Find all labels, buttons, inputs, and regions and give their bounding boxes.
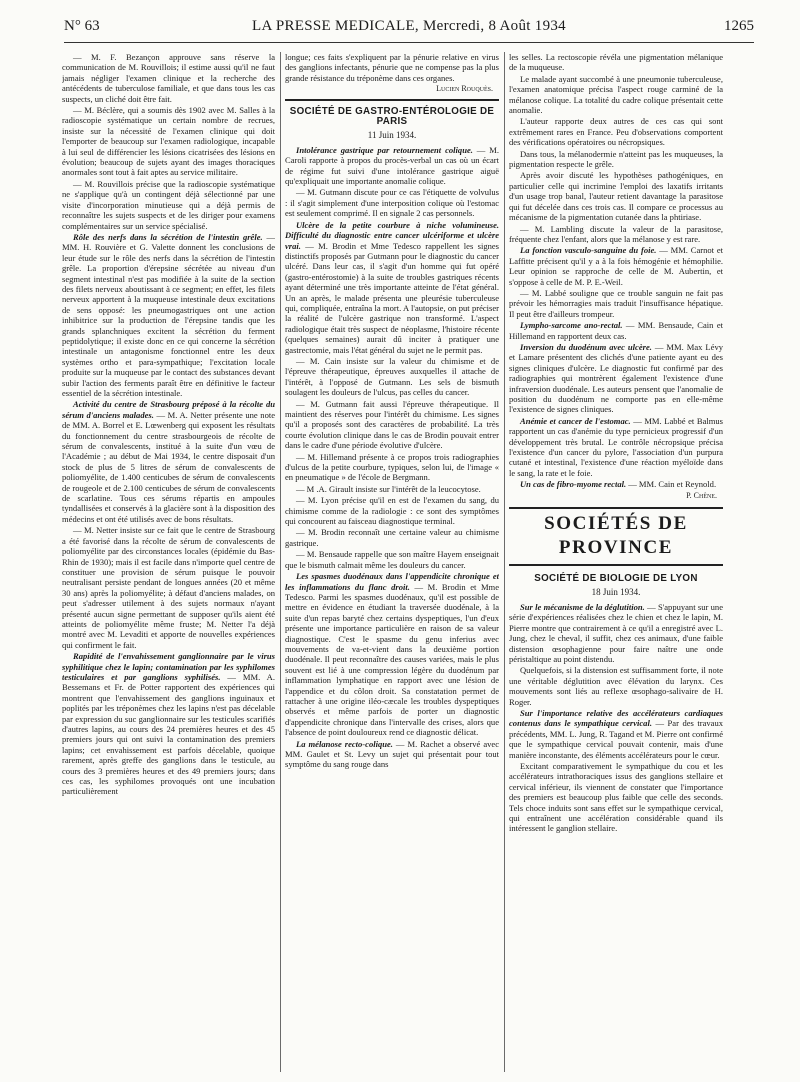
article (285, 145, 499, 187)
article-title: Intolérance gastrique par retournement colique. (296, 144, 473, 155)
page-number: 1265 (724, 18, 754, 34)
article-title: Les spasmes duodénaux dans l'appendicite chronique et les inflammations du flanc droit. (285, 571, 499, 592)
article-body: — M. A. Netter présente une note de MM. A. Borrel et E. Lœwenberg qui exposent les résultats du fonctionnement du centre strasbourgeois de récolte de sérum de convalescents, institué à la suite d'un vœu de l'Académie ; au début de Mai 1934, le centre disposait d'un stock de plus de 5 litres de sérum de convalescents de poliomyélite, de 1.400 centicubes de sérum de convalescents de rougeole et de 2.100 centicubes de sérum de convalescents de scarlatine. Tous ces sérums répartis en ampoules tyndallisées et conservés à la glacière sont à la disposition des médecins et ont été utilisés avec de bons résultats. (62, 409, 275, 524)
section-rule (285, 99, 499, 101)
paragraph: — M. Labbé souligne que ce trouble sanguin ne fait pas prévoir les hémorragies mais traduit l'insuffisance hépatique. Il peut être d'ailleurs trompeur. (509, 287, 723, 319)
article-body: — MM. Max Lévy et Lamare présentent des clichés d'une patiente ayant eu des signes cliniques d'ulcère. Le diagnostic fut confirmé par des radiographies qui montrèrent également l'existence d'une infraversion duodénale. Les auteurs pensent que l'anomalie de position du duodénum ne comporte pas en elle-même l'existence de signes cliniques. (509, 341, 723, 415)
article-title: Sur l'importance relative des accélérateurs cardiaques contenus dans le sympathique cervical. (509, 707, 723, 729)
article-body: — Par des travaux précédents, MM. L. Jung, R. Tagand et M. Pierre ont confirmé que le sympathique cervical pouvait contenir, mais d'une manière inconstante, des éléments accélérateurs pour le cœur. (509, 718, 723, 760)
article (62, 651, 275, 797)
paragraph: L'auteur rapporte deux autres de ces cas qui sont extrêmement rares en France. Peu d'observations comportent des vérifications opératoires ou nécropsiques. (509, 116, 723, 148)
banner-title: SOCIÉTÉS DE PROVINCE (544, 513, 688, 559)
article-body: — MM. Carnot et Laffitte précisent qu'il y a à la fois hémogénie et hémophilie. Leur opinion se rapproche de celle de M. Aubertin, et s'oppose à celle de M. P. E.-Weil. (509, 245, 723, 287)
article (509, 708, 723, 760)
article-body: — MM. H. Rouvière et G. Valette donnent les conclusions de leur étude sur le rôle des nerfs dans la sécrétion de l'intestin grêle. La proportion d'érepsine sécrétée au niveau d'un segment intestinal n'est pas modifiée à la suite de la section des filets nerveux aboutissant à ce segment; en effet, les filets nerveux apportent à la muqueuse intestinale deux excitations de sens opposé: les pneumogastriques ont une action inhibitrice sur la production de l'érepsine tandis que les grands splanchniques excitent la sécrétion du ferment peptidolytique; il existe donc en ce qui concerne la sécrétion intestinale un antagonisme fonctionnel entre les deux systèmes ortho et para-sympathique; l'excitation locale produite sur la muqueuse par le contact des substances devant subir l'action des ferments paraît être en définitive le facteur essentiel de la sécrétion intestinale. (62, 231, 275, 398)
paragraph: — M. Netter insiste sur ce fait que le centre de Strasbourg a été favorisé dans la récolte de sérum de convalescents de poliomyélite par des circonstances locales (épidémie du Bas-Rhin de 1930); mais il est facile dans n'importe quel centre de constituer une provision de sérum puisque le pouvoir neutralisant persiste pendant de longues années (20 et même 30 ans) après la poliomyélite; à défaut d'anciens malades, on peut s'adresser utilement à des sujets normaux n'ayant présenté aucun signe permettant de supposer qu'ils aient été atteints de poliomyélite même fruste; M. Netter l'a déjà montré avec M. Levaditi et apporte de nouvelles expériences qui confirment le fait. (62, 525, 275, 650)
paragraph: — M. Béclère, qui a soumis dès 1902 avec M. Salles à la radioscopie systématique un certain nombre de recrues, insiste sur la nécessité de l'examen clinique qui doit l'emporter de beaucoup sur l'examen radiologique, incapable à lui seul de différencier les lésions cicatrisées des lésions en évolution; beaucoup de sujets ayant des images thoraciques anormales sont tout à fait aptes au service militaire. (62, 105, 275, 178)
article (285, 220, 499, 355)
article-body: — M. Brodin et Mme Tedesco rappellent les signes distinctifs proposés par Gutmann pour le diagnostic du cancer ulcéré. Dans leur cas, il s'agit d'un homme qui fut opéré (gastro-entérostomie) à la suite de troubles gastriques récents ayant déterminé une très importante atteinte de l'état général. Un an après, le malade présenta une pleurésie tuberculeuse qui, compliquée, entraîna la mort. A l'autopsie, on put préciser la réalité de l'ulcère gastrique non transformé. L'aspect radiologique était très suspect de néoplasme, l'histoire récente (quelques semaines) aurait dû inciter à pratiquer une gastrectomie, mais l'état général du sujet ne le permit pas. (285, 240, 499, 355)
paragraph: les selles. La rectoscopie révéla une pigmentation mélanique de la muqueuse. (509, 52, 723, 73)
article-title: La mélanose recto-colique. (296, 738, 393, 749)
article-body: — MM. Cain et Reynold. (626, 479, 717, 490)
article (62, 399, 275, 524)
article-title: Sur le mécanisme de la déglutition. (520, 601, 645, 612)
paragraph: — M. Lambling discute la valeur de la parasitose, fréquente chez l'enfant, alors que la mélanose y est rare. (509, 223, 723, 244)
header-rule (64, 42, 754, 43)
article-title: La fonction vasculo-sanguine du foie. (520, 245, 657, 256)
paragraph: — M. Gutmann discute pour ce cas l'étiquette de volvulus : il s'agit simplement d'une interposition colique où l'estomac est seulement comprimé. Il en signale 2 cas personnels. (285, 187, 499, 219)
article-title: Rapidité de l'envahissement ganglionnaire par le virus syphilitique chez le lapin; contamination par les syphilomes testiculaires et par ganglions syphilisés. (62, 651, 275, 682)
article-body: — M. Caroli rapporte à propos du procès-verbal un cas où un écart de régime fut suivi d'une intolérance gastrique aiguë qu'expliquait une importante anomalie colique. (285, 144, 499, 187)
paragraph: longue; ces faits s'expliquent par la pénurie relative en virus des ganglions infectants, pénurie que ne compense pas la plus grande résistance du tréponème dans ces organes. (285, 52, 499, 83)
article-title: Rôle des nerfs dans la sécrétion de l'intestin grêle. (73, 231, 263, 242)
society-heading: SOCIÉTÉ DE BIOLOGIE DE LYON (534, 573, 698, 585)
paragraph: Excitant comparativement le sympathique du cou et les accélérateurs intrathoraciques issus des ganglions stellaire et cervical inférieur, ils viennent de constater que l'importance des premiers est beaucoup plus faible que celle des seconds. Tels choce induits sont sans effet sur le sympathique cervical, qui entraînent une accélération considérable quand ils intéressent le ganglion stellaire. (509, 760, 723, 834)
article (509, 416, 723, 478)
article-body: — MM. A. Bessemans et Fr. de Potter rapportent des expériences qui montrent que l'envahissement des ganglions inguinaux et poplités par les tréponèmes chez les lapins n'est pas décelable par expression du suc ganglionnaire sur les testicules scarifiés d'autres lapins, au cours des 24 premières heures et des 45 premiers jours qui ont suivi la contamination des premiers lapins; cet envahissement est parfois décelable, quoique rarement, après greffe des ganglions dans le testicule, au cours des 3 premières heures et des 49 premiers jours; dans ces cas, les syphilomes provoqués ont une incubation particulièrement (62, 671, 275, 797)
article-title: Un cas de fibro-myome rectal. (520, 479, 627, 490)
section-banner (509, 507, 723, 566)
article (509, 602, 723, 664)
paragraph: — M. Brodin reconnaît une certaine valeur au chimisme gastrique. (285, 527, 499, 548)
article (62, 232, 275, 399)
paragraph: — M .A. Girault insiste sur l'intérêt de la leucocytose. (296, 483, 481, 494)
meeting-date: 11 Juin 1934. (367, 130, 417, 141)
paragraph: Quelquefois, si la distension est suffisamment forte, il note une véritable déglutition avec élévation du larynx. Ces mouvements sont liés au reflexe œsophago-salivaire de H. Roger. (509, 665, 723, 707)
article-title: Inversion du duodénum avec ulcère. (520, 341, 652, 352)
meeting-date: 18 Juin 1934. (591, 587, 641, 598)
column-3 (509, 52, 723, 1072)
article-title: Anémie et cancer de l'estomac. (520, 415, 631, 426)
paragraph: — M. Bensaude rappelle que son maître Hayem enseignait que le bismuth calmait même les douleurs du cancer. (285, 549, 499, 570)
paragraph: — M. F. Bezançon approuve sans réserve la communication de M. Rouvillois; il estime aussi qu'il ne faut jamais négliger l'examen clinique et la recherche des antécédents de tuberculose familiale, et que dans tous les cas suspects, un cliché doit être fait. (62, 52, 275, 104)
column-divider (504, 52, 505, 1072)
paragraph: — M. Lyon précise qu'il en est de l'examen du sang, du chimisme comme de la radiologie : ce sont des symptômes qui concourent au faisceau diagnostique terminal. (285, 495, 499, 527)
article-body: — M. Rachet a observé avec MM. Gaulet et St. Levy un sujet qui présentait pour tout symptôme du sang rouge dans (285, 738, 499, 770)
page-header (64, 14, 754, 40)
article-body: — M. Brodin et Mme Tedesco. Parmi les spasmes duodénaux, qu'il est possible de mettre en évidence en étudiant la traversée duodénale, à la suite d'un repas baryté chez certains dyspeptiques, l'un d'eux présente une importance particulière en raison de sa valeur diagnostique. C'est le spasme du genu inferius avec mouvements de va-et-vient dans la deuxième portion duodénale. Il peut reconnaître des causes variées, mais le plus souvent est lié à une compression légère du duodénum par inflammation lymphatique en rapport avec une lésion de l'appendice et du côlon droit. Sa constatation permet de rattacher à une origine iléo-cæcale les troubles dyspeptiques observés et même parfois de porter un diagnostic d'appendicite chronique dans l'intervalle des crises, alors que l'absence de point douloureux rend ce diagnostic délicat. (285, 581, 499, 738)
article-body: — MM. Bensaude, Cain et Hillemand en rapportent deux cas. (509, 320, 723, 341)
issue-number: N° 63 (64, 18, 100, 34)
paragraph: Dans tous, la mélanodermie n'atteint pas les muqueuses, la pigmentation respecte le grêle. (509, 148, 723, 170)
article (285, 571, 499, 738)
column-divider (280, 52, 281, 1072)
column-2 (285, 52, 499, 1072)
article-body: — S'appuyant sur une série d'expériences réalisées chez le chien et chez le lapin, M. Pierre montre que contrairement à ce qu'il a enregistré avec L. Jung, chez le cheval, il suffit, chez ces animaux, d'une faible distension œsophagienne pour faire naître une onde péristaltique au point distendu. (509, 601, 723, 664)
article (509, 245, 723, 287)
journal-title: LA PRESSE MEDICALE, Mercredi, 8 Août 1934 (252, 18, 566, 34)
article (509, 320, 723, 341)
author-signature: Lucien Rouquès. (436, 84, 493, 94)
paragraph: — M. Gutmann fait aussi l'épreuve thérapeutique. Il maintient des réserves pour l'intérêt du chimisme. Les signes qu'il a proposés sont des caractères de probabilité. La très courte évolution clinique dans le cas de Brodin pouvait entrer dans le cadre d'une période évolutive d'ulcère. (285, 398, 499, 451)
article-title: Lympho-sarcome ano-rectal. (520, 320, 623, 331)
article (509, 479, 723, 489)
article (509, 342, 723, 415)
article-body: — MM. Labbé et Balmus rapportent un cas d'anémie du type pernicieux progressif d'un développement très brutal. Le contrôle nécropsique précisa l'existence d'un cancer du pylore, l'association d'un purpura cutané et intestinal, l'existence d'une réaction myéloïde dans le sang, la rate et le foie. (509, 415, 723, 478)
paragraph: Après avoir discuté les hypothèses pathogéniques, en particulier celle qui incrimine l'emploi des laxatifs irritants d'un usage trop banal, l'auteur retient davantage la parasitose qui fut décelée dans ces trois cas. Il compare ce processus au mécanisme de la pigmentation cutanée dans la phtiriase. (509, 170, 723, 223)
article (285, 739, 499, 770)
paragraph: — M. Hillemand présente à ce propos trois radiographies d'ulcus de la petite courbure, typiques, selon lui, de l'image « en pneumatique » de l'école de Bergmann. (285, 451, 499, 483)
society-heading: SOCIÉTÉ DE GASTRO-ENTÉROLOGIE DE PARIS (289, 105, 495, 128)
paragraph: Le malade ayant succombé à une pneumonie tuberculeuse, l'examen anatomique précisa l'aspect rouge carminé de la mélanose colique. La totalité du cadre colique présentait cette anomalie. (509, 73, 723, 116)
article-title: Ulcère de la petite courbure à niche volumineuse. Difficulté du diagnostic entre cancer ulcériforme et ulcère vrai. (285, 219, 499, 251)
column-1 (62, 52, 275, 1072)
article-title: Activité du centre de Strasbourg préposé à la récolte du sérum d'anciens malades. (62, 399, 275, 420)
paragraph: — M. Rouvillois précise que la radioscopie systématique ne s'applique qu'à un contingent déjà sélectionné par une visite d'incorporation minutieuse qui a déjà permis de reconnaître les sujets suspects et de les diriger pour examens complémentaires sur un service spécialisé. (62, 178, 275, 231)
paragraph: — M. Cain insiste sur la valeur du chimisme et de l'épreuve thérapeutique, épreuves auxquelles il attache de l'intérêt, à l'opposé de Gutmann. Les sels de bismuth soulagent les douleurs de l'ulcus, pas celles du cancer. (285, 355, 499, 398)
author-signature: P. Chêne. (686, 490, 717, 500)
